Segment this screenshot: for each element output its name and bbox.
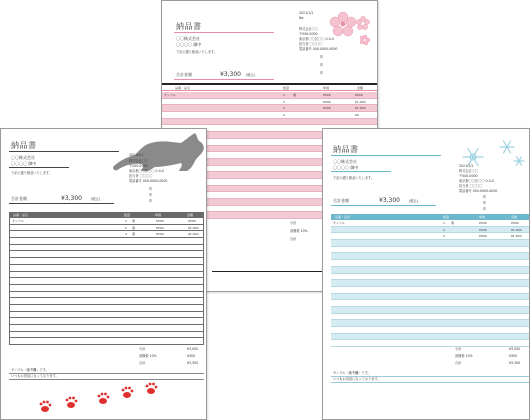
- col-price: 単価: [479, 215, 486, 219]
- cell-price: ¥500: [479, 221, 487, 225]
- stamp-label-2: 印: [320, 63, 324, 67]
- table-row: [10, 305, 203, 312]
- cell-amount: ¥1,000: [355, 99, 366, 104]
- cell-price: ¥500: [156, 232, 164, 237]
- customer-honorific: 〇〇〇〇 御中: [11, 161, 37, 166]
- table-row: [10, 245, 203, 252]
- stamp-label-2: 印: [483, 201, 487, 205]
- paw-prints-icon: [31, 381, 171, 417]
- tax-value: ¥300: [187, 354, 196, 358]
- tax-label: 消費税 10%: [455, 354, 473, 358]
- company-line-1: 株式会社〇〇: [129, 159, 149, 163]
- table-row: [331, 300, 529, 307]
- stamp-label-1: 印: [149, 187, 153, 191]
- total-underline: [331, 205, 436, 206]
- date-label: 2021/1/1: [129, 153, 144, 157]
- table-row: [331, 274, 529, 281]
- subtotal-label: 小計: [290, 221, 297, 225]
- company-line-3: 東京都〇〇区〇〇 0-0-0: [459, 179, 494, 183]
- cell-amount: ¥500: [355, 93, 363, 97]
- cell-qty: 2: [443, 227, 445, 232]
- table-row: [331, 220, 529, 227]
- table-row: [10, 292, 203, 299]
- table-row: [10, 298, 203, 305]
- title-underline: [331, 155, 441, 156]
- stamp-label-2: 印: [149, 193, 153, 197]
- cell-name: サンプル: [333, 221, 345, 225]
- customer-underline: [331, 171, 391, 172]
- document-title: 納品書: [176, 22, 202, 31]
- invoice-sheet-blue[interactable]: [322, 128, 530, 420]
- table-row: [331, 253, 529, 260]
- grand-total-label: 合計: [290, 237, 297, 241]
- cell-price: ¥500: [323, 106, 331, 111]
- document-title: 納品書: [11, 141, 37, 150]
- cell-price: ¥500: [156, 219, 164, 223]
- cell-qty: 1: [443, 221, 445, 225]
- stamp-label-3: 印: [483, 207, 487, 211]
- subtotal-value: ¥3,000: [509, 347, 521, 351]
- col-item: 品番・品名: [335, 215, 351, 219]
- customer-name: 〇〇株式会社: [333, 159, 357, 164]
- customer-underline: [9, 167, 69, 168]
- table-row: [10, 325, 203, 332]
- remarks-line-2: いつもお世話になっております。: [333, 377, 381, 381]
- table-row: [331, 327, 529, 334]
- remarks-line-1: サンプル（備考欄）です。: [11, 368, 49, 372]
- table-row: [10, 272, 203, 279]
- col-price: 単価: [323, 85, 330, 90]
- cell-qty: 3: [125, 232, 127, 237]
- title-underline: [174, 32, 274, 33]
- delivery-note: 下記の通り納品いたします。: [176, 50, 218, 54]
- cell-price: ¥500: [479, 234, 487, 239]
- cell-amount: ¥1,500: [188, 232, 199, 237]
- sakura-flower-icon: [327, 7, 375, 49]
- col-amount: 金額: [187, 213, 194, 217]
- grand-total-label: 合計: [139, 361, 146, 365]
- company-line-5: 電話番号 000-0000-0000: [299, 47, 338, 51]
- table-row: [10, 312, 203, 319]
- cell-amount: ¥500: [188, 219, 196, 223]
- table-row: [10, 258, 203, 265]
- subtotal-label: 小計: [139, 347, 146, 351]
- table-row: [331, 287, 529, 294]
- remarks-line-2: いつもお世話になっております。: [11, 374, 59, 378]
- table-row: [331, 334, 529, 341]
- document-title: 納品書: [333, 145, 359, 154]
- subtotal-value: ¥3,000: [187, 347, 199, 351]
- cell-price: ¥500: [323, 93, 331, 97]
- customer-honorific: 〇〇〇〇 御中: [176, 42, 202, 47]
- company-line-1: 株式会社〇〇: [459, 169, 479, 173]
- cell-amount: ¥1,000: [511, 227, 522, 232]
- company-line-2: 〒000-0000: [129, 164, 148, 168]
- col-amount: 金額: [511, 215, 518, 219]
- table-row: [162, 92, 378, 99]
- col-item: 品番・品名: [13, 213, 29, 217]
- total-value: ¥3,300: [379, 197, 400, 204]
- cell-qty: 1: [125, 219, 127, 223]
- cat-silhouette-icon: [109, 131, 207, 171]
- company-line-1: 株式会社〇〇: [299, 27, 319, 31]
- company-line-5: 電話番号 000-0000-0000: [129, 179, 168, 183]
- company-line-3: 東京都〇〇区〇〇 0-0-0: [299, 37, 334, 41]
- table-row: [331, 307, 529, 314]
- date-label: 2021/1/1: [299, 11, 314, 15]
- table-row: [10, 238, 203, 245]
- cell-qty: 4: [283, 113, 285, 118]
- table-row: [331, 314, 529, 321]
- stamp-label-1: 印: [483, 195, 487, 199]
- company-line-2: 〒000-0000: [299, 32, 318, 36]
- tax-label: 消費税 10%: [290, 229, 308, 233]
- table-row: [331, 280, 529, 287]
- cell-amount: ¥1,500: [355, 106, 366, 111]
- doc-no: No.: [299, 16, 305, 20]
- cell-price: ¥500: [323, 99, 331, 104]
- cell-name: サンプル: [12, 219, 24, 223]
- cell-qty: 2: [283, 99, 285, 104]
- stamp-label-3: 印: [320, 71, 324, 75]
- cell-amount: ¥500: [511, 221, 519, 225]
- total-tax-note: (税込): [91, 197, 100, 201]
- table-row: [162, 99, 378, 106]
- customer-honorific: 〇〇〇〇 御中: [333, 165, 359, 170]
- total-label: 合計金額: [176, 72, 192, 77]
- total-value: ¥3,300: [220, 71, 241, 78]
- table-row: [331, 320, 529, 327]
- grand-total-value: ¥3,300: [187, 361, 199, 365]
- col-amount: 金額: [357, 85, 364, 90]
- cell-amount: ¥0: [355, 113, 359, 118]
- cell-price: ¥500: [479, 227, 487, 232]
- table-row: [331, 233, 529, 240]
- cell-unit: 個: [132, 225, 136, 230]
- table-row: [162, 112, 378, 119]
- total-value: ¥3,300: [61, 195, 82, 202]
- col-item: 品番・品名: [175, 85, 191, 90]
- table-row: [331, 227, 529, 234]
- table-row: [331, 294, 529, 301]
- col-qty: 数量: [443, 215, 450, 219]
- total-underline: [174, 79, 274, 80]
- company-line-4: 担当者 〇〇〇〇: [459, 184, 483, 188]
- delivery-note: 下記の通り納品いたします。: [11, 171, 53, 175]
- remarks-line-1: サンプル（備考欄）です。: [333, 371, 371, 375]
- stamp-label-1: 印: [320, 55, 324, 59]
- tax-label: 消費税 10%: [139, 354, 157, 358]
- table-row: [10, 265, 203, 272]
- total-tax-note: (税込): [246, 73, 255, 77]
- customer-name: 〇〇株式会社: [176, 36, 200, 41]
- col-qty: 数量: [124, 213, 131, 217]
- col-qty: 数量: [283, 85, 290, 90]
- delivery-note: 下記の通り納品いたします。: [333, 176, 375, 180]
- grand-total-value: ¥3,300: [509, 361, 521, 365]
- cell-amount: ¥1,500: [511, 234, 522, 239]
- table-body: [9, 218, 204, 345]
- table-row: [10, 218, 203, 225]
- table-row: [10, 338, 203, 345]
- cell-name: サンプル: [164, 93, 176, 97]
- date-label: 2021/1/1: [459, 164, 474, 168]
- customer-name: 〇〇株式会社: [11, 155, 35, 160]
- table-row: [331, 260, 529, 267]
- total-label: 合計金額: [11, 196, 27, 201]
- company-line-5: 電話番号 000-0000-0000: [459, 189, 498, 193]
- invoice-sheet-gray[interactable]: [0, 128, 207, 420]
- company-line-3: 東京都〇〇区〇〇 0-0-0: [129, 169, 164, 173]
- subtotal-label: 小計: [455, 347, 462, 351]
- cell-qty: 3: [283, 106, 285, 111]
- tax-value: ¥300: [509, 354, 518, 358]
- total-tax-note: (税込): [409, 199, 418, 203]
- cell-unit: 個: [451, 221, 455, 225]
- table-row: [10, 231, 203, 238]
- cell-unit: 個: [132, 219, 136, 223]
- stamp-label-3: 印: [149, 199, 153, 203]
- grand-total-label: 合計: [455, 361, 462, 365]
- table-row: [10, 285, 203, 292]
- table-row: [331, 340, 529, 347]
- cell-price: ¥500: [156, 225, 164, 230]
- cell-qty: 2: [125, 225, 127, 230]
- table-row: [10, 332, 203, 339]
- table-row: [331, 267, 529, 274]
- company-line-2: 〒000-0000: [459, 174, 478, 178]
- cell-unit: 個: [293, 93, 297, 97]
- col-price: 単価: [155, 213, 162, 217]
- company-line-4: 担当者 〇〇〇〇: [129, 174, 153, 178]
- table-row: [162, 105, 378, 112]
- table-row: [10, 251, 203, 258]
- cell-unit: 個: [132, 232, 136, 237]
- table-row: [331, 247, 529, 254]
- total-label: 合計金額: [333, 198, 349, 203]
- table-body: [331, 220, 529, 347]
- table-header: [162, 85, 378, 91]
- table-row: [10, 225, 203, 232]
- table-row: [331, 240, 529, 247]
- table-row: [162, 119, 378, 126]
- title-underline: [9, 151, 119, 152]
- company-line-4: 担当者 〇〇〇〇: [299, 42, 323, 46]
- cell-amount: ¥1,000: [188, 225, 199, 230]
- cell-qty: 1: [283, 93, 285, 97]
- table-row: [10, 278, 203, 285]
- total-underline: [9, 203, 114, 204]
- cell-qty: 3: [443, 234, 445, 239]
- table-row: [10, 318, 203, 325]
